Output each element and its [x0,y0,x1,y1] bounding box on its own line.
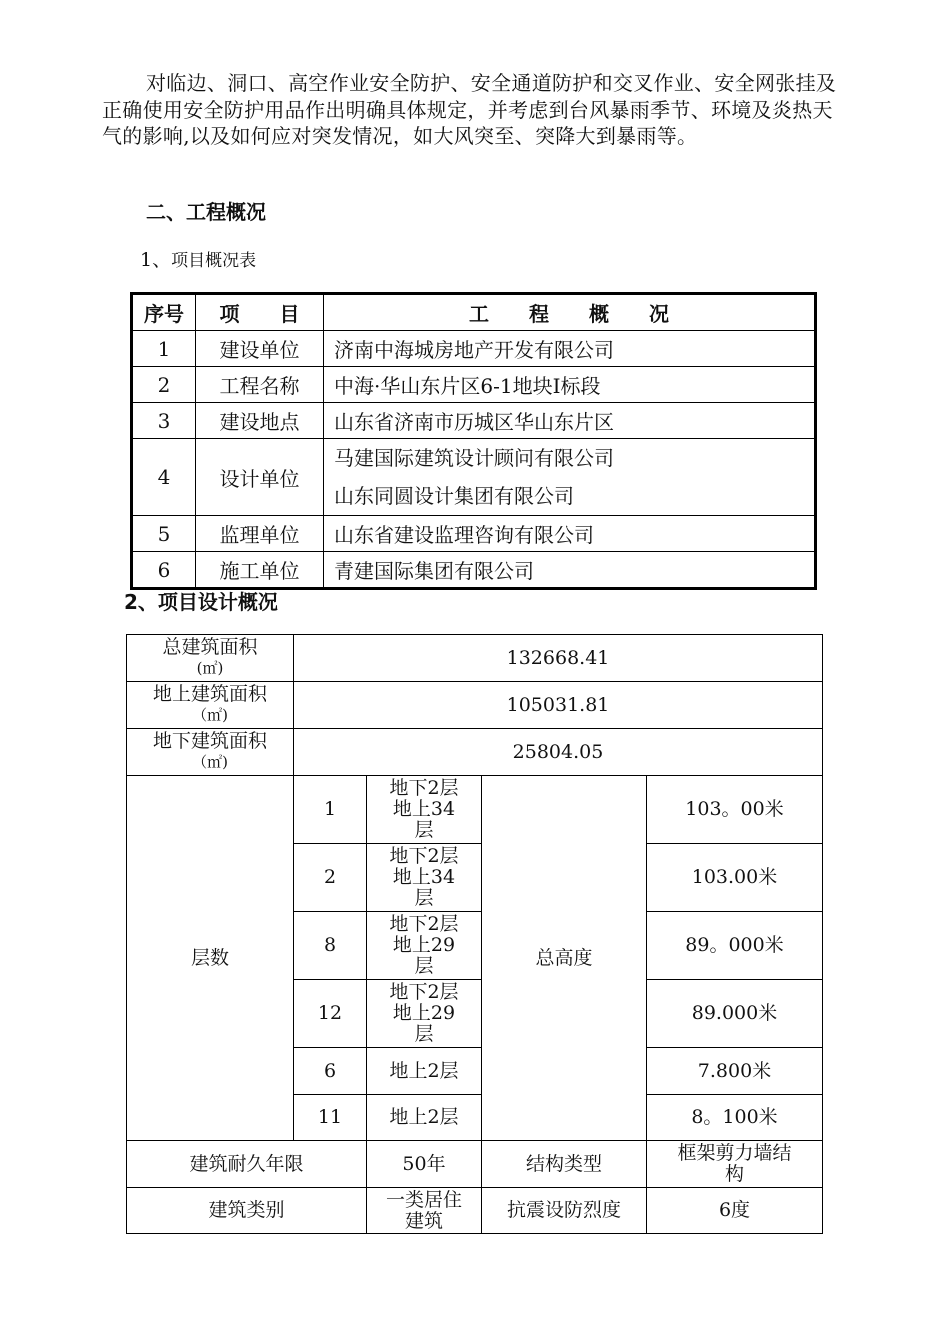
row-no: 4 [132,439,196,516]
row-item: 建设单位 [196,331,324,367]
area-value: 25804.05 [294,729,823,776]
row-item: 设计单位 [196,439,324,516]
subsection-heading-2: 2、项目设计概况 [124,590,278,614]
area-label-text: 地下建筑面积 [152,730,267,752]
structure-label: 结构类型 [482,1141,647,1188]
row-value-line: 山东同圆设计集团有限公司 [334,484,574,508]
building-no: 8 [294,912,367,980]
height-label: 总高度 [482,776,647,1141]
row-no: 6 [132,552,196,589]
building-floors: 地上2层 [367,1095,482,1141]
row-no: 1 [132,331,196,367]
area-label [127,635,294,682]
category-row [127,1188,823,1234]
floors-line: 层 [414,1023,434,1045]
row-value: 山东省济南市历城区华山东片区 [324,403,816,439]
floors-line: 地上34 [392,866,456,888]
floors-line: 地上29 [392,1002,456,1024]
row-value: 济南中海城房地产开发有限公司 [324,331,816,367]
category-line: 建筑 [404,1209,443,1232]
floors-line: 地上29 [392,934,456,956]
intro-paragraph: 对临边、洞口、高空作业安全防护、安全通道防护和交叉作业、安全网张挂及正确使用安全防护用品作出明确具体规定，并考虑到台风暴雨季节、环境及炎热天气的影响,以及如何应对突发情况，如大风突至、突降大到暴雨等。 [102,71,837,148]
building-no: 1 [294,776,367,844]
area-row [127,682,823,729]
category-label: 建筑类别 [127,1188,367,1234]
building-floors [367,844,482,912]
table-row [132,403,816,439]
row-no: 3 [132,403,196,439]
section-heading: 二、工程概况 [146,200,266,224]
area-unit: （㎡) [192,706,228,724]
design-overview-table [126,634,823,1234]
floors-line: 地下2层 [389,845,459,867]
building-floors [367,776,482,844]
building-no: 11 [294,1095,367,1141]
structure-line: 框架剪力墙结 [677,1142,792,1164]
table-row [132,552,816,589]
building-height: 8。100米 [647,1095,823,1141]
floors-line: 地下2层 [389,913,459,935]
building-no: 12 [294,980,367,1048]
table-row [132,367,816,403]
area-unit: (㎡) [196,659,224,677]
row-value-line: 马建国际建筑设计顾问有限公司 [334,446,614,470]
row-value: 中海·华山东片区6-1地块Ⅰ标段 [324,367,816,403]
durability-value: 50年 [367,1141,482,1188]
row-value [324,439,816,516]
category-line: 一类居住 [385,1188,462,1211]
row-item: 施工单位 [196,552,324,589]
project-overview-table [130,292,817,590]
building-row [127,776,823,844]
floors-line: 层 [414,819,434,841]
row-item: 工程名称 [196,367,324,403]
building-floors [367,980,482,1048]
area-value: 132668.41 [294,635,823,682]
structure-value [647,1141,823,1188]
area-label-text: 总建筑面积 [162,636,258,658]
seismic-label: 抗震设防烈度 [482,1188,647,1234]
area-label [127,682,294,729]
table-row [132,439,816,516]
area-value: 105031.81 [294,682,823,729]
header-overview: 工 程 概 况 [324,294,816,331]
floors-line: 地上34 [392,798,456,820]
floors-line: 地下2层 [389,777,459,799]
area-label-text: 地上建筑面积 [152,683,267,705]
area-row [127,729,823,776]
row-no: 5 [132,516,196,552]
table-row [132,516,816,552]
category-value [367,1188,482,1234]
building-height: 89。000米 [647,912,823,980]
area-label [127,729,294,776]
header-no: 序号 [132,294,196,331]
row-value: 山东省建设监理咨询有限公司 [324,516,816,552]
building-height: 7.800米 [647,1048,823,1095]
row-item: 监理单位 [196,516,324,552]
row-no: 2 [132,367,196,403]
floors-line: 层 [414,955,434,977]
structure-line: 构 [724,1163,744,1185]
subsection-heading-1 [140,245,256,272]
durability-label: 建筑耐久年限 [127,1141,367,1188]
table-row [132,331,816,367]
building-no: 6 [294,1048,367,1095]
durability-row [127,1141,823,1188]
seismic-value: 6度 [647,1188,823,1234]
subsection-number: 1、 [140,249,172,271]
building-no: 2 [294,844,367,912]
building-height: 103.00米 [647,844,823,912]
building-floors [367,912,482,980]
row-value: 青建国际集团有限公司 [324,552,816,589]
subsection-title: 项目概况表 [171,251,257,271]
floors-label: 层数 [127,776,294,1141]
header-item: 项 目 [196,294,324,331]
floors-line: 层 [414,887,434,909]
building-height: 89.000米 [647,980,823,1048]
area-unit: （㎡) [192,753,228,771]
area-row [127,635,823,682]
building-floors: 地上2层 [367,1048,482,1095]
table-header-row [132,294,816,331]
floors-line: 地下2层 [389,981,459,1003]
building-height: 103。00米 [647,776,823,844]
row-item: 建设地点 [196,403,324,439]
